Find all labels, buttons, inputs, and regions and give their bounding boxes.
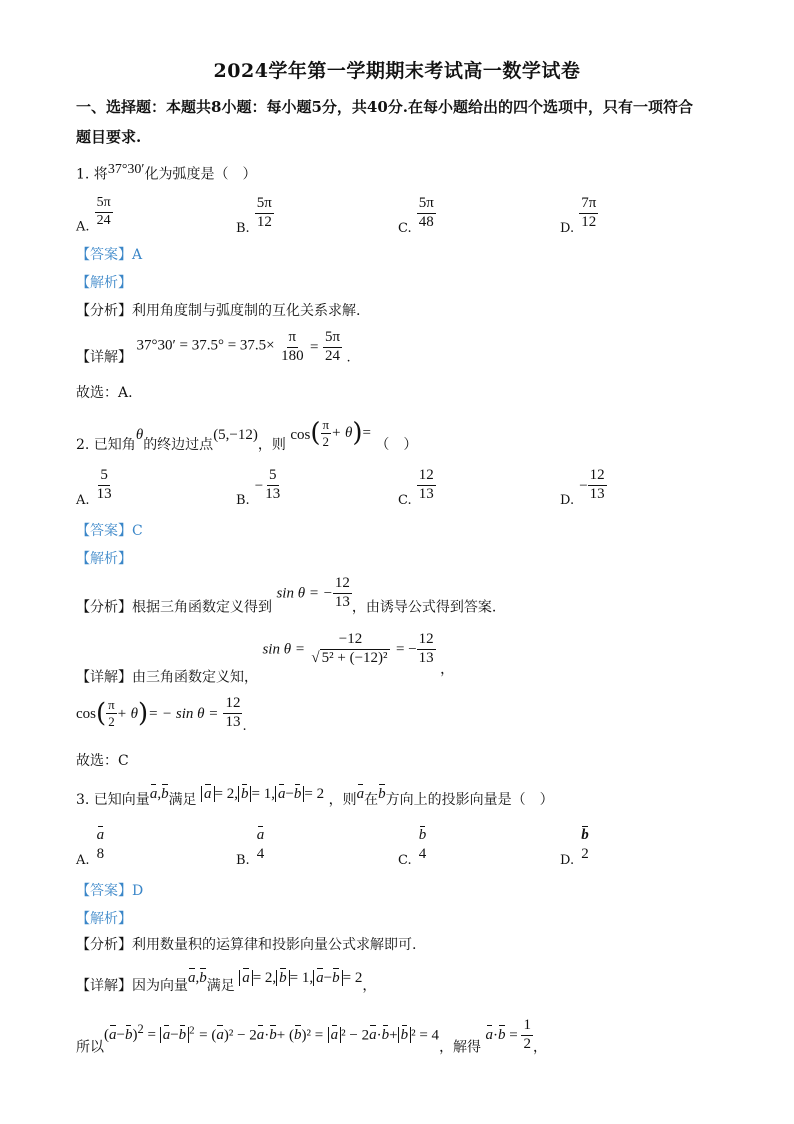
q2-stem: 2. 已知角θ的终边过点(5,−12)，则 cos( $\frac{\pi}{2}$ + θ)= （ ） — [76, 417, 418, 454]
q1-option-c: $_{C.}$ $\frac{5\pi}{48}$ — [398, 195, 434, 236]
section-heading-line1: 一、选择题：本题共8小题：每小题5分，共40分.在每小题给出的四个选项中，只有一项符合 — [76, 98, 693, 116]
q3-option-b: $_{B.}$ a 4 — [236, 827, 265, 868]
q3-fenxi: 【分析】利用数量积的运算律和投影向量公式求解即可. — [76, 937, 417, 953]
q2-option-b: $_{B.}$ − $\frac{5}{13}$ — [236, 467, 281, 508]
q1-option-a: $_{A.}$ $\frac{5\pi}{24}$ — [76, 195, 111, 235]
q3-stem: 3. 已知向量a,b满足 a = 2, b = 1, a−b = 2 ，则a在b方向上的投影向量是（ ） — [76, 786, 554, 808]
q3-expansion: 所以$(a-b)^2 = a-b$ $^2$ = (a)² − 2a·b+ (b)² = a ² − 2a·b+ b ² = 4，解得 a·b = $\frac{1}{2}$ ， — [76, 1017, 547, 1056]
q1-answer: 【答案】A — [76, 247, 143, 263]
q2-cos-line: cos( $\frac{\pi}{2}$ + θ)= − sin θ = $\frac{12}{13}$ $_.$ — [76, 695, 247, 734]
q1-fenxi: 【分析】利用角度制与弧度制的互化关系求解. — [76, 303, 361, 319]
q3-analysis-label: 【解析】 — [76, 911, 132, 927]
q1-pre: 1. 将 — [76, 166, 108, 183]
q2-fenxi: 【分析】根据三角函数定义得到 sin θ = − $\frac{12}{13}$ ，由诱导公式得到答案. — [76, 575, 497, 616]
q2-answer: 【答案】C — [76, 523, 143, 539]
q1-option-d: $_{D.}$ $\frac{7\pi}{12}$ — [560, 195, 597, 236]
q1-stem — [76, 162, 256, 184]
q1-detail: 【详解】 37°30′ = 37.5° = 37.5× $\frac{\pi}{180}$ = $\frac{5\pi}{24}$ . — [76, 329, 351, 366]
q1-angle: 37°30′ — [107, 162, 145, 177]
q1-choose: 故选：A. — [76, 385, 133, 401]
q2-detail: 【详解】由三角函数定义知， sin θ = $\frac{-12}{\text{√ 5² + (−12)²}}$ = − $\frac{12}{13}$ ， — [76, 631, 455, 686]
exam-title: 2024学年第一学期期末考试高一数学试卷 — [213, 60, 581, 82]
q3-option-d: $_{D.}$ b 2 — [560, 827, 589, 868]
q1-analysis-label: 【解析】 — [76, 275, 132, 291]
q3-option-a: $_{A.}$ a 8 — [76, 827, 105, 868]
q3-option-c: $_{C.}$ b 4 — [398, 827, 427, 868]
q1-post: 化为弧度是（ ） — [144, 166, 257, 183]
q2-choose: 故选：C — [76, 753, 129, 769]
q2-option-c: $_{C.}$ $\frac{12}{13}$ — [398, 467, 434, 508]
q1-option-b: $_{B.}$ $\frac{5\pi}{12}$ — [236, 195, 272, 236]
section-heading-line2: 题目要求. — [76, 128, 142, 146]
q2-option-a: $_{A.}$ $\frac{5}{13}$ — [76, 467, 112, 508]
q3-detail: 【详解】因为向量a,b满足 a = 2, b = 1, a−b = 2， — [76, 970, 377, 994]
q2-option-d: $_{D.}$ − $\frac{12}{13}$ — [560, 467, 605, 508]
q2-analysis-label: 【解析】 — [76, 551, 132, 567]
q3-answer: 【答案】D — [76, 883, 144, 899]
